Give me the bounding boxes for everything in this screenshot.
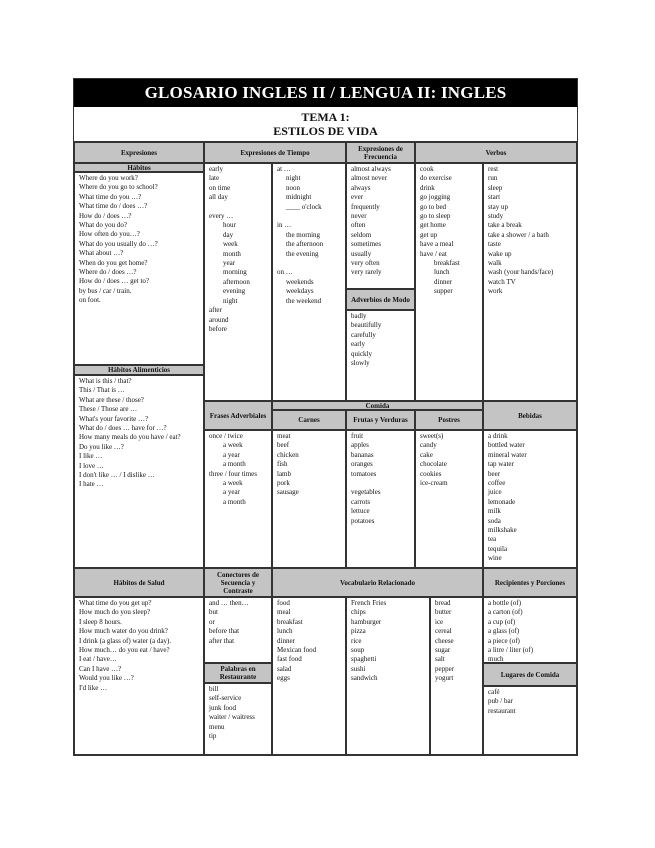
list-item: candy xyxy=(420,441,437,450)
list-item: a week xyxy=(223,479,243,488)
list-item: salt xyxy=(435,655,445,664)
header-postres: Postres xyxy=(415,410,483,430)
list-item: a carton (of) xyxy=(488,608,523,617)
conectores-list xyxy=(204,597,272,663)
list-item: soda xyxy=(488,516,501,525)
alimenticios-list xyxy=(74,375,204,568)
list-item: take a shower / a bath xyxy=(488,230,549,239)
list-item: have / eat xyxy=(420,249,447,258)
list-item: wake up xyxy=(488,249,512,258)
list-item: chicken xyxy=(277,450,299,459)
list-item: lettuce xyxy=(351,507,370,516)
list-item: evening xyxy=(223,287,246,296)
header-verbos: Verbos xyxy=(415,142,577,163)
list-item: week xyxy=(223,240,238,249)
list-item: afternoon xyxy=(223,277,250,286)
list-item: milk xyxy=(488,507,501,516)
list-item: carrots xyxy=(351,497,371,506)
list-item: lunch xyxy=(277,627,293,636)
list-item: supper xyxy=(434,287,453,296)
list-item: meal xyxy=(277,608,291,617)
list-item: often xyxy=(351,221,366,230)
list-item: restaurant xyxy=(488,706,516,715)
list-item: dinner xyxy=(434,277,452,286)
list-item: on foot. xyxy=(79,296,101,305)
list-item: once / twice xyxy=(209,432,243,440)
list-item: bottled water xyxy=(488,441,525,450)
header-habitos-alimenticios: Hábitos Alimenticios xyxy=(74,365,204,375)
list-item: How do / does … get to? xyxy=(79,277,149,286)
list-item: a litre / liter (of) xyxy=(488,646,534,655)
carnes-list xyxy=(272,430,346,568)
list-item: bread xyxy=(435,599,451,607)
list-item: How many meals do you have / eat? xyxy=(79,433,181,442)
list-item: night xyxy=(223,296,238,305)
list-item: beautifully xyxy=(351,321,382,330)
list-item: night xyxy=(286,174,301,183)
list-item: hamburger xyxy=(351,617,382,626)
list-item: soup xyxy=(351,646,365,655)
list-item: go jogging xyxy=(420,193,451,202)
list-item: carefully xyxy=(351,330,376,339)
list-item: in … xyxy=(277,221,292,230)
habitos-list xyxy=(74,172,204,365)
list-item: much xyxy=(488,655,504,664)
list-item: tea xyxy=(488,535,497,544)
list-item: never xyxy=(351,212,367,221)
list-item: have a meal xyxy=(420,240,454,249)
lugares-list xyxy=(483,686,577,755)
list-item: lamb xyxy=(277,469,291,478)
list-item: breakfast xyxy=(434,259,460,268)
list-item: What is this / that? xyxy=(79,377,132,385)
list-item: tequila xyxy=(488,544,508,553)
header-frases-adverbiales: Frases Adverbiales xyxy=(204,401,272,430)
frutas-list xyxy=(346,430,415,568)
list-item: noon xyxy=(286,183,300,192)
header-adverbios-modo: Adverbios de Modo xyxy=(346,289,415,310)
list-item: work xyxy=(488,287,503,296)
list-item: What time do / does …? xyxy=(79,202,148,211)
list-item: month xyxy=(223,249,241,258)
list-item: after that xyxy=(209,636,235,645)
list-item: juice xyxy=(488,488,502,497)
header-recipientes: Recipientes y Porciones xyxy=(483,568,577,597)
list-item: go to bed xyxy=(420,202,447,211)
list-item: food xyxy=(277,599,290,607)
list-item: ever xyxy=(351,193,364,202)
list-item: These / Those are … xyxy=(79,405,138,414)
list-item: fast food xyxy=(277,655,302,664)
list-item: rice xyxy=(351,636,362,645)
list-item: sugar xyxy=(435,646,451,655)
tiempo-list-2 xyxy=(272,163,346,401)
list-item: How much… do you eat / have? xyxy=(79,646,170,655)
list-item: I love … xyxy=(79,461,104,470)
list-item: study xyxy=(488,212,504,221)
list-item: butter xyxy=(435,608,452,617)
frecuencia-list xyxy=(346,163,415,289)
recipientes-list xyxy=(483,597,577,663)
list-item: go to sleep xyxy=(420,212,451,221)
list-item: a year xyxy=(223,488,240,497)
list-item: late xyxy=(209,174,220,183)
list-item: sausage xyxy=(277,488,299,497)
list-item: the afternoon xyxy=(286,240,324,249)
header-habitos-salud: Hábitos de Salud xyxy=(74,568,204,597)
topic-number: TEMA 1: xyxy=(301,110,350,124)
list-item: cook xyxy=(420,165,434,173)
list-item: Mexican food xyxy=(277,646,317,655)
list-item: by bus / car / train. xyxy=(79,286,132,295)
list-item: waiter / waitress xyxy=(209,713,255,722)
list-item: early xyxy=(351,340,365,349)
list-item: yogurt xyxy=(435,674,454,683)
list-item: almost always xyxy=(351,165,391,173)
restaurante-list xyxy=(204,683,272,755)
list-item: on … xyxy=(277,268,293,277)
list-item xyxy=(277,212,341,221)
list-item: pub / bar xyxy=(488,697,513,706)
list-item: almost never xyxy=(351,174,387,183)
vocab-list-2 xyxy=(346,597,430,755)
list-item: a piece (of) xyxy=(488,636,520,645)
list-item: a week xyxy=(223,441,243,450)
list-item: day xyxy=(223,230,234,239)
list-item: seldom xyxy=(351,230,372,239)
list-item: midnight xyxy=(286,193,312,202)
list-item: a bottle (of) xyxy=(488,599,522,607)
list-item: cookies xyxy=(420,469,442,478)
list-item: ____ o'clock xyxy=(286,202,322,211)
page-title: GLOSARIO INGLES II / LENGUA II: INGLES xyxy=(74,79,577,107)
adverbios-list xyxy=(346,310,415,401)
list-item: What do / does … have for …? xyxy=(79,424,167,433)
list-item: bill xyxy=(209,685,219,693)
salud-list xyxy=(74,597,204,755)
list-item: the evening xyxy=(286,249,319,258)
list-item: wine xyxy=(488,554,502,563)
list-item: fish xyxy=(277,460,288,469)
topic-heading xyxy=(74,107,577,142)
list-item: get up xyxy=(420,230,438,239)
list-item: coffee xyxy=(488,479,506,488)
list-item: How often do you…? xyxy=(79,230,140,239)
list-item: I don't like … / I dislike … xyxy=(79,471,155,480)
list-item: very rarely xyxy=(351,268,382,277)
list-item: What about …? xyxy=(79,249,124,258)
list-item: morning xyxy=(223,268,247,277)
list-item: the morning xyxy=(286,230,321,239)
list-item: What do you do? xyxy=(79,221,128,230)
header-lugares-comida: Lugares de Comida xyxy=(483,663,577,686)
list-item: What's your favorite …? xyxy=(79,414,149,423)
list-item: Where do you go to school? xyxy=(79,183,158,192)
vocab-list-1 xyxy=(272,597,346,755)
list-item: I'd like … xyxy=(79,683,108,692)
header-comida: Comida xyxy=(272,401,483,410)
list-item: sometimes xyxy=(351,240,381,249)
list-item: on time xyxy=(209,183,231,192)
list-item: a drink xyxy=(488,432,508,440)
list-item: pepper xyxy=(435,664,455,673)
list-item: but xyxy=(209,608,218,617)
topic-name: ESTILOS DE VIDA xyxy=(273,124,378,138)
list-item: sleep xyxy=(488,183,503,192)
list-item: Where do / does …? xyxy=(79,268,137,277)
list-item: chocolate xyxy=(420,460,447,469)
list-item: I eat / have… xyxy=(79,655,117,664)
list-item: eggs xyxy=(277,674,290,683)
list-item: always xyxy=(351,183,371,192)
list-item: stay up xyxy=(488,202,509,211)
list-item: rest xyxy=(488,165,499,173)
list-item: What do you usually do …? xyxy=(79,239,158,248)
list-item: wash (your hands/face) xyxy=(488,268,554,277)
list-item: dinner xyxy=(277,636,295,645)
list-item: Would you like …? xyxy=(79,674,134,683)
verbos-list-2 xyxy=(483,163,577,401)
list-item: three / four times xyxy=(209,469,258,478)
list-item xyxy=(277,259,341,268)
list-item: What time do you get up? xyxy=(79,599,152,607)
list-item: ice-cream xyxy=(420,479,448,488)
list-item: self-service xyxy=(209,694,242,703)
list-item: menu xyxy=(209,722,225,731)
list-item: Where do you work? xyxy=(79,174,138,182)
list-item: very often xyxy=(351,259,380,268)
header-conectores: Conectores de Secuencia y Contraste xyxy=(204,568,272,597)
list-item: quickly xyxy=(351,349,372,358)
list-item: meat xyxy=(277,432,291,440)
bebidas-list xyxy=(483,430,577,568)
list-item: breakfast xyxy=(277,617,303,626)
list-item: How do / does …? xyxy=(79,211,132,220)
list-item: watch TV xyxy=(488,277,516,286)
list-item: How much water do you drink? xyxy=(79,627,168,636)
postres-list xyxy=(415,430,483,568)
list-item: badly xyxy=(351,312,367,320)
list-item: start xyxy=(488,193,501,202)
list-item: and … then… xyxy=(209,599,249,607)
header-expresiones-frecuencia: Expresiones de Frecuencia xyxy=(346,142,415,163)
list-item: slowly xyxy=(351,359,370,368)
list-item: French Fries xyxy=(351,599,387,607)
list-item: I sleep 8 hours. xyxy=(79,617,122,626)
header-palabras-restaurante: Palabras en Restaurante xyxy=(204,663,272,683)
list-item: cake xyxy=(420,450,433,459)
list-item: before xyxy=(209,324,227,333)
list-item: mineral water xyxy=(488,450,527,459)
list-item: When do you get home? xyxy=(79,258,148,267)
list-item: a year xyxy=(223,450,240,459)
list-item: beer xyxy=(488,469,501,478)
list-item: lunch xyxy=(434,268,450,277)
list-item: apples xyxy=(351,441,369,450)
header-frutas-verduras: Frutas y Verduras xyxy=(346,410,415,430)
list-item: the weekend xyxy=(286,296,322,305)
frases-list xyxy=(204,430,272,568)
list-item: What time do you …? xyxy=(79,192,142,201)
list-item: lemonade xyxy=(488,497,516,506)
list-item: café xyxy=(488,688,500,696)
list-item: taste xyxy=(488,240,501,249)
list-item: beef xyxy=(277,441,290,450)
list-item: all day xyxy=(209,193,228,202)
list-item: oranges xyxy=(351,460,373,469)
list-item: pork xyxy=(277,479,290,488)
list-item: a month xyxy=(223,497,246,506)
list-item: every … xyxy=(209,212,234,221)
verbos-list-1 xyxy=(415,163,483,401)
list-item xyxy=(351,479,410,488)
list-item: at … xyxy=(277,165,291,173)
list-item: cereal xyxy=(435,627,452,636)
list-item: sweet(s) xyxy=(420,432,444,440)
list-item: weekdays xyxy=(286,287,314,296)
header-expresiones-tiempo: Expresiones de Tiempo xyxy=(204,142,346,163)
list-item: How much do you sleep? xyxy=(79,608,151,617)
list-item: ice xyxy=(435,617,444,626)
list-item: potatoes xyxy=(351,516,375,525)
list-item: year xyxy=(223,259,236,268)
list-item: pizza xyxy=(351,627,366,636)
list-item: vegetables xyxy=(351,488,381,497)
list-item: run xyxy=(488,174,498,183)
tiempo-list-1 xyxy=(204,163,272,401)
list-item: tomatoes xyxy=(351,469,377,478)
list-item: a glass (of) xyxy=(488,627,520,636)
list-item: sandwich xyxy=(351,674,378,683)
list-item: chips xyxy=(351,608,366,617)
list-item: fruit xyxy=(351,432,364,440)
list-item: drink xyxy=(420,183,435,192)
list-item: I like … xyxy=(79,452,103,461)
header-expresiones: Expresiones xyxy=(74,142,204,163)
list-item: This / That is … xyxy=(79,386,125,395)
vocab-list-3 xyxy=(430,597,483,755)
list-item: tip xyxy=(209,732,217,741)
list-item: get home xyxy=(420,221,446,230)
list-item: salad xyxy=(277,664,292,673)
list-item: or xyxy=(209,617,215,626)
header-bebidas: Bebidas xyxy=(483,401,577,430)
glossary-sheet xyxy=(73,78,578,756)
list-item: milkshake xyxy=(488,526,517,535)
list-item: Do you like …? xyxy=(79,442,124,451)
list-item: do exercise xyxy=(420,174,452,183)
list-item: usually xyxy=(351,249,372,258)
list-item: before that xyxy=(209,627,240,636)
list-item: frequently xyxy=(351,202,380,211)
list-item: walk xyxy=(488,259,502,268)
list-item: hour xyxy=(223,221,236,230)
list-item: junk food xyxy=(209,703,237,712)
list-item: Can I have …? xyxy=(79,664,122,673)
list-item: sushi xyxy=(351,664,366,673)
list-item: What are these / those? xyxy=(79,395,144,404)
list-item: a month xyxy=(223,460,246,469)
list-item: after xyxy=(209,306,222,315)
list-item: I hate … xyxy=(79,480,104,489)
header-habitos: Hábitos xyxy=(74,163,204,172)
list-item: tap water xyxy=(488,460,514,469)
header-vocabulario: Vocabulario Relacionado xyxy=(272,568,483,597)
header-carnes: Carnes xyxy=(272,410,346,430)
list-item: cheese xyxy=(435,636,454,645)
list-item: weekends xyxy=(286,277,314,286)
list-item xyxy=(209,203,267,212)
list-item: I drink (a glass of) water (a day). xyxy=(79,636,172,645)
list-item: bananas xyxy=(351,450,374,459)
list-item: around xyxy=(209,315,229,324)
list-item: early xyxy=(209,165,223,173)
list-item: take a break xyxy=(488,221,522,230)
list-item: spaghetti xyxy=(351,655,377,664)
list-item: a cup (of) xyxy=(488,617,516,626)
